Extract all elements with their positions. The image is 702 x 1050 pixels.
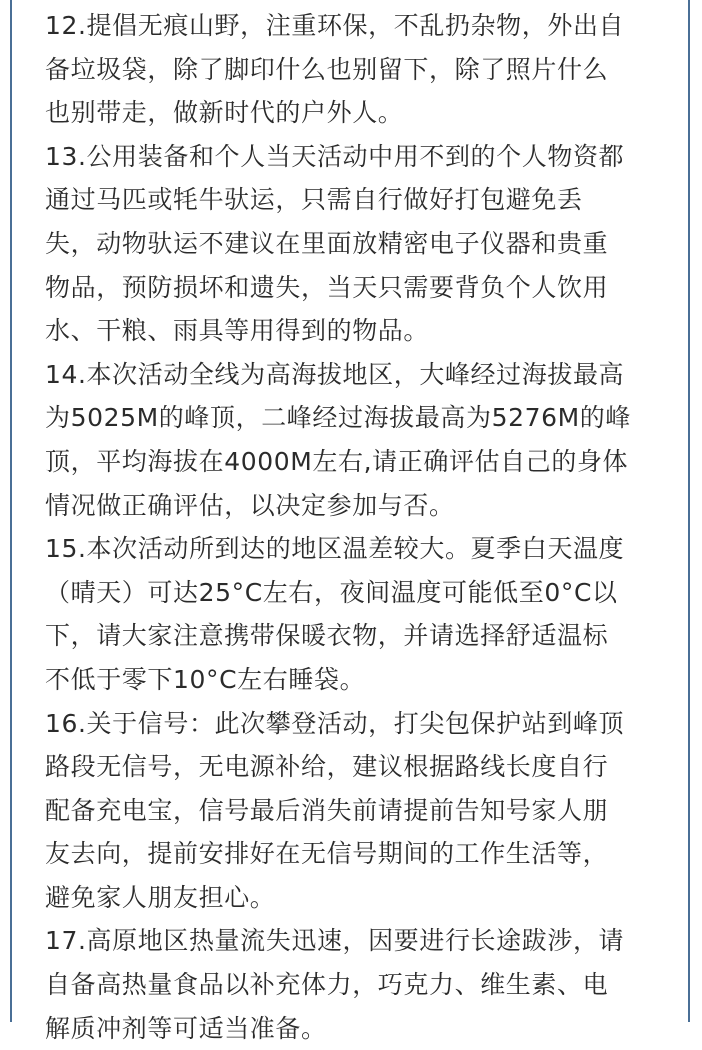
notice-line: 友去向，提前安排好在无信号期间的工作生活等， — [45, 839, 609, 869]
notice-line: 为5025M的峰顶，二峰经过海拔最高为5276M的峰 — [45, 403, 631, 433]
notice-line: 也别带走，做新时代的户外人。 — [45, 98, 404, 128]
notice-line: 下，请大家注意携带保暖衣物，并请选择舒适温标 — [45, 621, 609, 651]
notice-line: 情况做正确评估，以决定参加与否。 — [45, 490, 455, 520]
notice-line: 失，动物驮运不建议在里面放精密电子仪器和贵重 — [45, 228, 609, 258]
notice-line: 15.本次活动所到达的地区温差较大。夏季白天温度 — [45, 534, 625, 564]
notice-line: 17.高原地区热量流失迅速，因要进行长途跋涉，请 — [45, 926, 625, 956]
notice-line: 16.关于信号：此次攀登活动，打尖包保护站到峰顶 — [45, 708, 625, 738]
notice-line: 路段无信号，无电源补给，建议根据路线长度自行 — [45, 752, 609, 782]
notice-line: 12.提倡无痕山野，注重环保，不乱扔杂物，外出自 — [45, 11, 625, 40]
notice-line: 水、干粮、雨具等用得到的物品。 — [45, 316, 430, 346]
notice-line: 自备高热量食品以补充体力，巧克力、维生素、电 — [45, 970, 609, 1000]
left-border-line — [10, 0, 12, 1022]
notice-item-17 — [45, 919, 665, 1050]
notice-line: 配备充电宝，信号最后消失前请提前告知号家人朋 — [45, 795, 609, 825]
notice-line: 14.本次活动全线为高海拔地区，大峰经过海拔最高 — [45, 359, 625, 389]
notice-line: 通过马匹或牦牛驮运，只需自行做好打包避免丢 — [45, 185, 583, 215]
notice-item-15 — [45, 527, 665, 701]
notice-line: 解质冲剂等可适当准备。 — [45, 1013, 327, 1043]
notice-item-14 — [45, 353, 665, 527]
notice-line: 避免家人朋友担心。 — [45, 882, 276, 912]
notice-item-16 — [45, 702, 665, 920]
notice-content — [45, 4, 665, 1050]
notice-line: 顶，平均海拔在4000M左右,请正确评估自己的身体 — [45, 446, 629, 476]
notice-line: 备垃圾袋，除了脚印什么也别留下，除了照片什么 — [45, 54, 609, 84]
notice-line: 13.公用装备和个人当天活动中用不到的个人物资都 — [45, 141, 625, 171]
notice-line: 物品，预防损坏和遗失，当天只需要背负个人饮用 — [45, 272, 609, 302]
notice-item-13 — [45, 135, 665, 353]
notice-line: 不低于零下10°C左右睡袋。 — [45, 664, 366, 694]
right-border-line — [688, 0, 690, 1022]
notice-line: （晴天）可达25°C左右，夜间温度可能低至0°C以 — [45, 577, 618, 607]
notice-item-12 — [45, 4, 665, 135]
